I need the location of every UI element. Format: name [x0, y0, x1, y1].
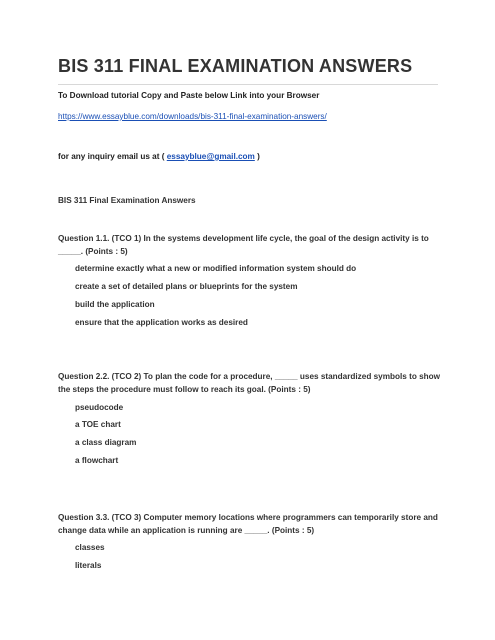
- question-3-option-1: classes: [75, 543, 105, 552]
- question-3-option-2: literals: [75, 561, 102, 570]
- inquiry-suffix: ): [257, 152, 260, 161]
- inquiry-line: [58, 152, 260, 161]
- document-subtitle: BIS 311 Final Examination Answers: [58, 196, 196, 205]
- inquiry-email-link[interactable]: essayblue@gmail.com: [166, 152, 255, 161]
- question-1: Question 1.1. (TCO 1) In the systems development life cycle, the goal of the design activity is to _____. (Points : 5): [58, 234, 429, 256]
- document-title: BIS 311 FINAL EXAMINATION ANSWERS: [58, 56, 413, 76]
- question-2-option-3: a class diagram: [75, 438, 137, 447]
- question-1-option-2: create a set of detailed plans or blueprints for the system: [75, 282, 298, 291]
- question-1-option-1: determine exactly what a new or modified information system should do: [75, 264, 357, 273]
- question-1-option-3: build the application: [75, 300, 155, 309]
- title-divider: [58, 84, 438, 85]
- question-2-option-1: pseudocode: [75, 403, 124, 412]
- question-2-option-4: a flowchart: [75, 456, 119, 465]
- question-2-option-2: a TOE chart: [75, 420, 121, 429]
- question-3: Question 3.3. (TCO 3) Computer memory locations where programmers can temporarily store and change data while an application is running are _____. (Points : 5): [58, 513, 438, 535]
- download-instruction: To Download tutorial Copy and Paste below Link into your Browser: [58, 91, 320, 100]
- question-2: Question 2.2. (TCO 2) To plan the code for a procedure, _____ uses standardized symbols to show the steps the procedure must follow to reach its goal. (Points : 5): [58, 372, 441, 394]
- question-1-option-4: ensure that the application works as desired: [75, 318, 248, 327]
- download-link[interactable]: https://www.essayblue.com/downloads/bis-311-final-examination-answers/: [58, 112, 327, 121]
- inquiry-prefix: for any inquiry email us at (: [58, 152, 165, 161]
